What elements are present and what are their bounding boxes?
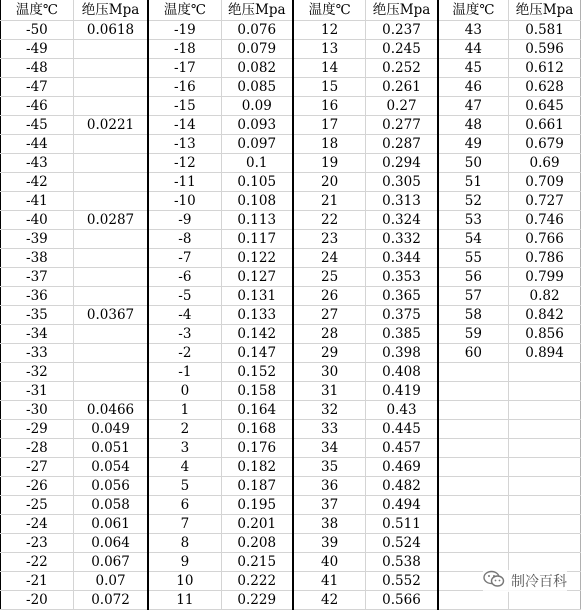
pressure-cell: 0.69 <box>509 154 581 173</box>
temperature-cell: 23 <box>293 230 366 249</box>
table-row <box>1 211 581 230</box>
temperature-cell: -31 <box>1 382 74 401</box>
pressure-cell: 0.237 <box>366 21 438 40</box>
temperature-cell: 22 <box>293 211 366 230</box>
pressure-cell: 0.0221 <box>73 116 148 135</box>
column-header: 绝压Mpa <box>366 0 438 21</box>
temperature-cell: 9 <box>148 553 221 572</box>
temperature-cell: -27 <box>1 458 74 477</box>
pressure-cell: 0.538 <box>366 553 438 572</box>
pressure-cell: 0.1 <box>221 154 293 173</box>
temperature-cell: 42 <box>293 591 366 610</box>
table-row <box>1 40 581 59</box>
pressure-cell: 0.375 <box>366 306 438 325</box>
temperature-cell: -12 <box>148 154 221 173</box>
temperature-cell: 49 <box>438 135 509 154</box>
temperature-cell: -6 <box>148 268 221 287</box>
temperature-cell: 12 <box>293 21 366 40</box>
pressure-cell <box>73 287 148 306</box>
temperature-cell <box>438 477 509 496</box>
pressure-cell <box>509 477 581 496</box>
pressure-cell: 0.195 <box>221 496 293 515</box>
temperature-cell: 24 <box>293 249 366 268</box>
temperature-cell <box>438 534 509 553</box>
pressure-cell: 0.27 <box>366 97 438 116</box>
table-row <box>1 325 581 344</box>
pressure-cell: 0.419 <box>366 382 438 401</box>
pressure-cell: 0.332 <box>366 230 438 249</box>
temperature-cell: 33 <box>293 420 366 439</box>
table-row <box>1 363 581 382</box>
temperature-cell: 47 <box>438 97 509 116</box>
temperature-cell: -30 <box>1 401 74 420</box>
pressure-cell <box>509 553 581 572</box>
pressure-cell: 0.164 <box>221 401 293 420</box>
pressure-cell <box>73 59 148 78</box>
pressure-cell: 0.709 <box>509 173 581 192</box>
pressure-cell: 0.072 <box>73 591 148 610</box>
pressure-cell <box>73 97 148 116</box>
pressure-cell: 0.786 <box>509 249 581 268</box>
pressure-cell <box>73 173 148 192</box>
temperature-cell: -2 <box>148 344 221 363</box>
temperature-cell: -39 <box>1 230 74 249</box>
temperature-cell: 52 <box>438 192 509 211</box>
table-row <box>1 173 581 192</box>
temperature-cell <box>438 363 509 382</box>
temperature-cell: 29 <box>293 344 366 363</box>
temperature-cell: 43 <box>438 21 509 40</box>
temperature-cell: -47 <box>1 78 74 97</box>
temperature-cell: -8 <box>148 230 221 249</box>
pressure-cell: 0.058 <box>73 496 148 515</box>
temperature-cell: -21 <box>1 572 74 591</box>
table-row <box>1 496 581 515</box>
table-row <box>1 287 581 306</box>
temperature-cell: -33 <box>1 344 74 363</box>
temperature-cell: -49 <box>1 40 74 59</box>
table-row <box>1 553 581 572</box>
pressure-cell: 0.0466 <box>73 401 148 420</box>
pressure-cell <box>73 268 148 287</box>
pressure-cell: 0.894 <box>509 344 581 363</box>
temperature-cell: 28 <box>293 325 366 344</box>
temperature-cell: 58 <box>438 306 509 325</box>
pressure-cell <box>73 78 148 97</box>
temperature-cell: -45 <box>1 116 74 135</box>
temperature-cell: 21 <box>293 192 366 211</box>
table-row <box>1 534 581 553</box>
pressure-cell: 0.799 <box>509 268 581 287</box>
pressure-cell: 0.09 <box>221 97 293 116</box>
pressure-cell: 0.0618 <box>73 21 148 40</box>
pressure-cell: 0.661 <box>509 116 581 135</box>
temperature-cell: 36 <box>293 477 366 496</box>
table-row <box>1 382 581 401</box>
temperature-cell: -20 <box>1 591 74 610</box>
header-row <box>1 0 581 21</box>
table-row <box>1 268 581 287</box>
pressure-cell: 0.365 <box>366 287 438 306</box>
table-row <box>1 21 581 40</box>
pressure-cell <box>509 401 581 420</box>
pressure-cell: 0.727 <box>509 192 581 211</box>
pressure-cell: 0.064 <box>73 534 148 553</box>
table-row <box>1 306 581 325</box>
temperature-cell: 0 <box>148 382 221 401</box>
temperature-cell: 34 <box>293 439 366 458</box>
temperature-cell: -7 <box>148 249 221 268</box>
temperature-cell: 39 <box>293 534 366 553</box>
temperature-cell: -38 <box>1 249 74 268</box>
temperature-cell: -5 <box>148 287 221 306</box>
temperature-cell: 27 <box>293 306 366 325</box>
temperature-cell: 54 <box>438 230 509 249</box>
column-header: 温度℃ <box>1 0 74 21</box>
temperature-cell: -19 <box>148 21 221 40</box>
pressure-cell: 0.122 <box>221 249 293 268</box>
temperature-cell: -32 <box>1 363 74 382</box>
pressure-cell: 0.093 <box>221 116 293 135</box>
temperature-cell: 5 <box>148 477 221 496</box>
temperature-cell <box>438 553 509 572</box>
pressure-cell <box>509 534 581 553</box>
table-row <box>1 135 581 154</box>
pressure-cell <box>509 363 581 382</box>
pressure-cell: 0.596 <box>509 40 581 59</box>
table-row <box>1 591 581 610</box>
temperature-cell: 1 <box>148 401 221 420</box>
pressure-cell: 0.133 <box>221 306 293 325</box>
pressure-cell: 0.168 <box>221 420 293 439</box>
temperature-cell: 16 <box>293 97 366 116</box>
pressure-cell <box>509 439 581 458</box>
temperature-cell: 18 <box>293 135 366 154</box>
pressure-cell: 0.0367 <box>73 306 148 325</box>
temperature-cell: 57 <box>438 287 509 306</box>
temperature-cell: 4 <box>148 458 221 477</box>
temperature-cell: 3 <box>148 439 221 458</box>
pressure-cell: 0.252 <box>366 59 438 78</box>
table-row <box>1 154 581 173</box>
pressure-cell <box>73 363 148 382</box>
temperature-cell: -1 <box>148 363 221 382</box>
temperature-cell: 20 <box>293 173 366 192</box>
pressure-cell <box>73 249 148 268</box>
pressure-cell: 0.222 <box>221 572 293 591</box>
temperature-cell <box>438 591 509 610</box>
table-row <box>1 420 581 439</box>
temperature-cell: -15 <box>148 97 221 116</box>
pressure-cell <box>509 496 581 515</box>
pressure-cell: 0.344 <box>366 249 438 268</box>
temperature-cell: 51 <box>438 173 509 192</box>
temperature-cell: 17 <box>293 116 366 135</box>
pressure-cell <box>73 325 148 344</box>
pressure-cell: 0.82 <box>509 287 581 306</box>
pressure-cell <box>73 192 148 211</box>
column-header: 温度℃ <box>293 0 366 21</box>
temperature-cell: 8 <box>148 534 221 553</box>
pressure-cell: 0.324 <box>366 211 438 230</box>
pressure-cell: 0.524 <box>366 534 438 553</box>
temperature-cell: 26 <box>293 287 366 306</box>
temperature-cell: 30 <box>293 363 366 382</box>
temperature-cell: -44 <box>1 135 74 154</box>
temperature-cell: 31 <box>293 382 366 401</box>
temperature-cell: 35 <box>293 458 366 477</box>
pressure-cell <box>73 382 148 401</box>
pressure-cell: 0.398 <box>366 344 438 363</box>
pressure-cell: 0.245 <box>366 40 438 59</box>
pressure-cell: 0.056 <box>73 477 148 496</box>
table-row <box>1 458 581 477</box>
pressure-cell: 0.142 <box>221 325 293 344</box>
table-row <box>1 230 581 249</box>
table-row <box>1 344 581 363</box>
temperature-cell: 2 <box>148 420 221 439</box>
pressure-cell: 0.612 <box>509 59 581 78</box>
temperature-cell: -46 <box>1 97 74 116</box>
pressure-cell: 0.131 <box>221 287 293 306</box>
pressure-cell: 0.511 <box>366 515 438 534</box>
temperature-cell: -34 <box>1 325 74 344</box>
pressure-cell: 0.277 <box>366 116 438 135</box>
temperature-cell <box>438 458 509 477</box>
temperature-cell: 45 <box>438 59 509 78</box>
pressure-cell: 0.105 <box>221 173 293 192</box>
pressure-cell: 0.628 <box>509 78 581 97</box>
pressure-cell: 0.581 <box>509 21 581 40</box>
pressure-cell <box>73 40 148 59</box>
temperature-cell: -22 <box>1 553 74 572</box>
temperature-cell: 13 <box>293 40 366 59</box>
pressure-cell: 0.051 <box>73 439 148 458</box>
temperature-cell: 56 <box>438 268 509 287</box>
temperature-cell: -42 <box>1 173 74 192</box>
temperature-cell: -50 <box>1 21 74 40</box>
pressure-cell: 0.229 <box>221 591 293 610</box>
table-row <box>1 249 581 268</box>
temperature-cell: 14 <box>293 59 366 78</box>
temperature-cell: -4 <box>148 306 221 325</box>
pressure-cell: 0.201 <box>221 515 293 534</box>
temperature-cell: 15 <box>293 78 366 97</box>
pressure-cell: 0.305 <box>366 173 438 192</box>
pressure-cell <box>509 382 581 401</box>
pressure-cell: 0.127 <box>221 268 293 287</box>
pressure-cell: 0.294 <box>366 154 438 173</box>
temperature-cell: 6 <box>148 496 221 515</box>
pressure-cell: 0.147 <box>221 344 293 363</box>
temperature-cell: 32 <box>293 401 366 420</box>
pressure-cell: 0.856 <box>509 325 581 344</box>
temperature-cell: -37 <box>1 268 74 287</box>
pressure-cell: 0.113 <box>221 211 293 230</box>
temperature-cell: 48 <box>438 116 509 135</box>
pressure-cell: 0.085 <box>221 78 293 97</box>
temperature-cell: -9 <box>148 211 221 230</box>
pressure-cell <box>73 135 148 154</box>
pressure-cell: 0.158 <box>221 382 293 401</box>
pressure-cell: 0.054 <box>73 458 148 477</box>
pressure-cell: 0.067 <box>73 553 148 572</box>
temperature-cell: -40 <box>1 211 74 230</box>
pressure-cell: 0.766 <box>509 230 581 249</box>
temperature-cell: -36 <box>1 287 74 306</box>
temperature-cell: 50 <box>438 154 509 173</box>
temperature-cell <box>438 515 509 534</box>
temperature-cell: -25 <box>1 496 74 515</box>
temperature-cell: 40 <box>293 553 366 572</box>
temperature-cell <box>438 496 509 515</box>
pressure-cell: 0.152 <box>221 363 293 382</box>
temperature-cell: -16 <box>148 78 221 97</box>
temperature-cell: -17 <box>148 59 221 78</box>
pressure-cell: 0.182 <box>221 458 293 477</box>
pressure-cell: 0.43 <box>366 401 438 420</box>
pressure-cell: 0.385 <box>366 325 438 344</box>
pressure-cell: 0.079 <box>221 40 293 59</box>
pressure-cell <box>509 458 581 477</box>
temperature-cell: 10 <box>148 572 221 591</box>
table-row <box>1 477 581 496</box>
temperature-cell: -18 <box>148 40 221 59</box>
column-header: 绝压Mpa <box>221 0 293 21</box>
pressure-cell: 0.746 <box>509 211 581 230</box>
temperature-cell: 11 <box>148 591 221 610</box>
temperature-cell <box>438 382 509 401</box>
temperature-cell: -48 <box>1 59 74 78</box>
pressure-cell <box>73 154 148 173</box>
pressure-cell <box>509 515 581 534</box>
temperature-cell: 41 <box>293 572 366 591</box>
pressure-cell: 0.645 <box>509 97 581 116</box>
pressure-cell <box>73 230 148 249</box>
pressure-cell: 0.061 <box>73 515 148 534</box>
column-header: 温度℃ <box>148 0 221 21</box>
temperature-cell: 60 <box>438 344 509 363</box>
table-row <box>1 192 581 211</box>
pressure-cell: 0.313 <box>366 192 438 211</box>
temperature-cell <box>438 439 509 458</box>
pressure-cell: 0.842 <box>509 306 581 325</box>
temperature-cell: 55 <box>438 249 509 268</box>
pressure-cell <box>509 420 581 439</box>
pressure-cell: 0.408 <box>366 363 438 382</box>
temperature-cell: 53 <box>438 211 509 230</box>
watermark <box>483 570 567 592</box>
pressure-cell: 0.076 <box>221 21 293 40</box>
temperature-cell: -41 <box>1 192 74 211</box>
temperature-cell: -24 <box>1 515 74 534</box>
pressure-cell: 0.215 <box>221 553 293 572</box>
temperature-cell: 44 <box>438 40 509 59</box>
temperature-cell: 37 <box>293 496 366 515</box>
table-row <box>1 116 581 135</box>
pressure-cell: 0.049 <box>73 420 148 439</box>
column-header: 温度℃ <box>438 0 509 21</box>
pressure-cell: 0.457 <box>366 439 438 458</box>
pressure-cell <box>509 591 581 610</box>
temperature-cell: 25 <box>293 268 366 287</box>
temperature-cell <box>438 420 509 439</box>
table-row <box>1 97 581 116</box>
temperature-cell: 38 <box>293 515 366 534</box>
wechat-icon <box>483 570 505 592</box>
temperature-cell: -43 <box>1 154 74 173</box>
pressure-cell: 0.097 <box>221 135 293 154</box>
temperature-cell: -29 <box>1 420 74 439</box>
pressure-cell: 0.082 <box>221 59 293 78</box>
temperature-cell: 7 <box>148 515 221 534</box>
temperature-cell: -3 <box>148 325 221 344</box>
pressure-cell: 0.353 <box>366 268 438 287</box>
column-header: 绝压Mpa <box>509 0 581 21</box>
pressure-cell: 0.445 <box>366 420 438 439</box>
temperature-cell: 19 <box>293 154 366 173</box>
temperature-cell: 46 <box>438 78 509 97</box>
pressure-cell <box>73 344 148 363</box>
temperature-cell <box>438 401 509 420</box>
pressure-cell: 0.176 <box>221 439 293 458</box>
pressure-cell: 0.108 <box>221 192 293 211</box>
temperature-cell: -11 <box>148 173 221 192</box>
table-row <box>1 59 581 78</box>
pressure-cell: 0.187 <box>221 477 293 496</box>
temperature-cell: -35 <box>1 306 74 325</box>
temperature-cell: 59 <box>438 325 509 344</box>
temperature-cell: -13 <box>148 135 221 154</box>
temperature-cell: -26 <box>1 477 74 496</box>
pressure-cell: 0.287 <box>366 135 438 154</box>
watermark-text: 制冷百科 <box>511 574 567 590</box>
pressure-cell: 0.208 <box>221 534 293 553</box>
temperature-cell: -28 <box>1 439 74 458</box>
table-row <box>1 515 581 534</box>
pressure-cell: 0.494 <box>366 496 438 515</box>
pressure-cell: 0.469 <box>366 458 438 477</box>
temperature-cell: -14 <box>148 116 221 135</box>
pressure-cell: 0.552 <box>366 572 438 591</box>
pressure-cell: 0.0287 <box>73 211 148 230</box>
table-row <box>1 439 581 458</box>
column-header: 绝压Mpa <box>73 0 148 21</box>
temperature-cell: -23 <box>1 534 74 553</box>
pressure-cell: 0.261 <box>366 78 438 97</box>
table-row <box>1 78 581 97</box>
pressure-cell: 0.07 <box>73 572 148 591</box>
pressure-cell: 0.482 <box>366 477 438 496</box>
pressure-cell: 0.117 <box>221 230 293 249</box>
pressure-cell: 0.679 <box>509 135 581 154</box>
pressure-cell: 0.566 <box>366 591 438 610</box>
table-row <box>1 401 581 420</box>
temperature-cell: -10 <box>148 192 221 211</box>
